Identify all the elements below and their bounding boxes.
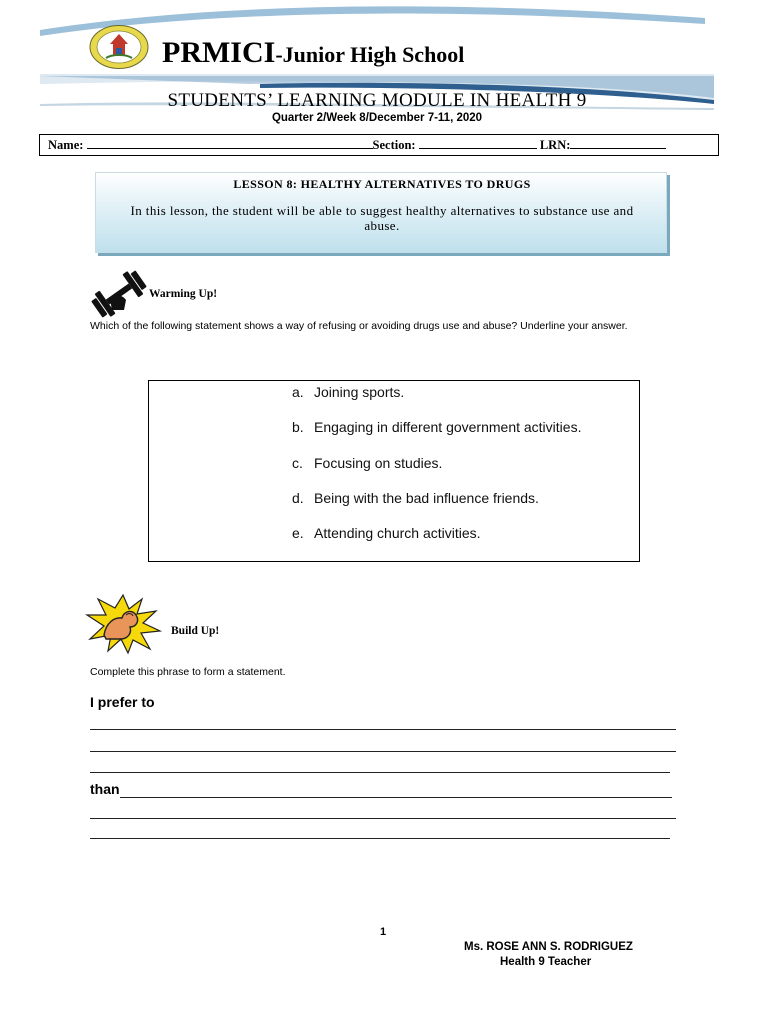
flexed-arm-icon (84, 593, 162, 655)
choice-text: Being with the bad influence friends. (314, 490, 539, 506)
section-label: Section: (372, 138, 416, 152)
module-title: STUDENTS’ LEARNING MODULE IN HEALTH 9 (167, 90, 587, 111)
answer-line[interactable] (90, 751, 676, 752)
dumbbell-icon (88, 270, 150, 318)
lesson-box (95, 172, 667, 253)
choice-text: Focusing on studies. (314, 455, 443, 471)
quarter-week-date: Quarter 2/Week 8/December 7-11, 2020 (271, 112, 483, 124)
choice-text: Joining sports. (314, 384, 405, 400)
answer-line[interactable] (90, 838, 670, 839)
choice-b[interactable] (292, 419, 581, 435)
answer-line[interactable] (90, 772, 670, 773)
name-label: Name: (48, 138, 84, 152)
choice-e[interactable] (292, 525, 481, 541)
school-short-name: PRMICI (162, 36, 276, 69)
choice-letter: e. (292, 525, 304, 541)
page-number: 1 (380, 926, 387, 938)
than-label: than (90, 781, 120, 797)
build-up-instruction: Complete this phrase to form a statement. (90, 666, 286, 678)
school-name-suffix: -Junior High School (275, 42, 465, 67)
choice-letter: d. (292, 490, 304, 506)
choice-text: Attending church activities. (314, 525, 481, 541)
choice-a[interactable] (292, 384, 404, 400)
warming-up-title: Warming Up! (149, 288, 218, 300)
student-info-bar (39, 134, 719, 156)
teacher-name: Ms. ROSE ANN S. RODRIGUEZ (464, 941, 633, 953)
school-seal-logo (88, 24, 150, 70)
choice-letter: b. (292, 419, 304, 435)
name-field[interactable] (87, 136, 373, 149)
choice-text: Engaging in different government activities. (314, 419, 582, 435)
lesson-title: LESSON 8: HEALTHY ALTERNATIVES TO DRUGS (233, 177, 531, 191)
choice-letter: a. (292, 384, 304, 400)
prefer-label: I prefer to (90, 694, 155, 710)
teacher-role: Health 9 Teacher (500, 956, 592, 968)
lrn-label: LRN: (539, 138, 571, 152)
build-up-title: Build Up! (171, 625, 220, 637)
lesson-description: In this lesson, the student will be able to suggest healthy alternatives to substance use and abuse. (130, 203, 634, 233)
choice-c[interactable] (292, 455, 442, 471)
warming-up-instruction: Which of the following statement shows a way of refusing or avoiding drugs use and abuse? Underline your answer. (90, 320, 628, 332)
section-field[interactable] (419, 136, 537, 149)
school-name (162, 38, 464, 68)
answer-line[interactable] (90, 729, 676, 730)
choice-letter: c. (292, 455, 303, 471)
lrn-field[interactable] (570, 136, 666, 149)
choice-d[interactable] (292, 490, 539, 506)
answer-line[interactable] (120, 797, 672, 798)
answer-line[interactable] (90, 818, 676, 819)
